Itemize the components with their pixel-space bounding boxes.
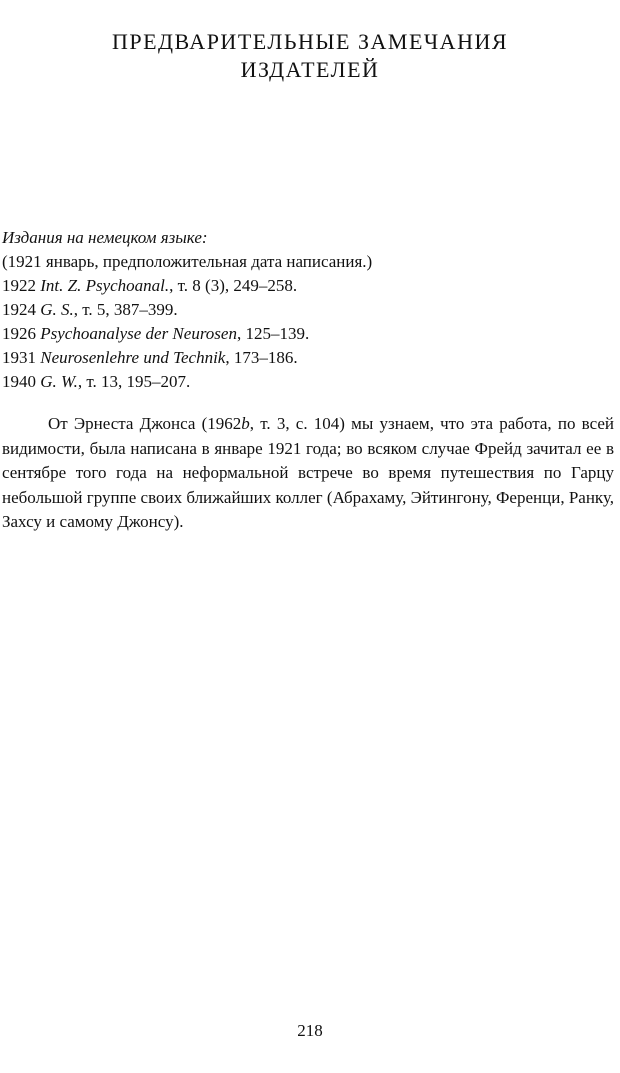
editions-note: (1921 январь, предположительная дата написания.) bbox=[2, 252, 373, 271]
edition-details: , т. 5, 387–399. bbox=[73, 300, 178, 319]
edition-details: , 125–139. bbox=[236, 324, 310, 343]
edition-source: G. S. bbox=[40, 300, 74, 319]
edition-source: G. W. bbox=[40, 372, 78, 391]
title-line-1: ПРЕДВАРИТЕЛЬНЫЕ ЗАМЕЧАНИЯ bbox=[111, 29, 509, 54]
page-number: 218 bbox=[297, 1021, 323, 1040]
edition-year: 1931 bbox=[2, 348, 36, 367]
edition-source: Int. Z. Psychoanal. bbox=[40, 276, 170, 295]
body-paragraph bbox=[2, 412, 614, 535]
edition-year: 1940 bbox=[2, 372, 36, 391]
editions-heading: Издания на немецком языке: bbox=[2, 228, 208, 247]
paragraph-part-2: , т. 3, с. 104) мы узнаем, что эта работа, по всей видимости, была написана в январе 1921 года; во всяком случае Фрейд зачитал ее в сентябре того года на неформальной встрече во время путешествия по Гарцу небольшой группе своих ближайших коллег (Абрахаму, Эйтингону, Ференци, Ранку, Захсу и самому Джонсу). bbox=[2, 414, 614, 531]
edition-entry bbox=[2, 274, 612, 298]
edition-year: 1922 bbox=[2, 276, 36, 295]
page-title bbox=[0, 28, 620, 84]
editions-list bbox=[2, 226, 612, 394]
title-line-2: ИЗДАТЕЛЕЙ bbox=[240, 57, 380, 82]
edition-details: , т. 13, 195–207. bbox=[77, 372, 191, 391]
paragraph-part-1: От Эрнеста Джонса (1962 bbox=[48, 414, 242, 433]
edition-details: , 173–186. bbox=[225, 348, 298, 367]
paragraph-italic-letter: b bbox=[241, 414, 250, 433]
edition-source: Psychoanalyse der Neurosen bbox=[40, 324, 237, 343]
edition-entry bbox=[2, 298, 612, 322]
edition-details: , т. 8 (3), 249–258. bbox=[169, 276, 298, 295]
edition-source: Neurosenlehre und Technik bbox=[40, 348, 226, 367]
edition-year: 1926 bbox=[2, 324, 36, 343]
edition-entry bbox=[2, 322, 612, 346]
edition-entry bbox=[2, 346, 612, 370]
edition-year: 1924 bbox=[2, 300, 36, 319]
edition-entry bbox=[2, 370, 612, 394]
